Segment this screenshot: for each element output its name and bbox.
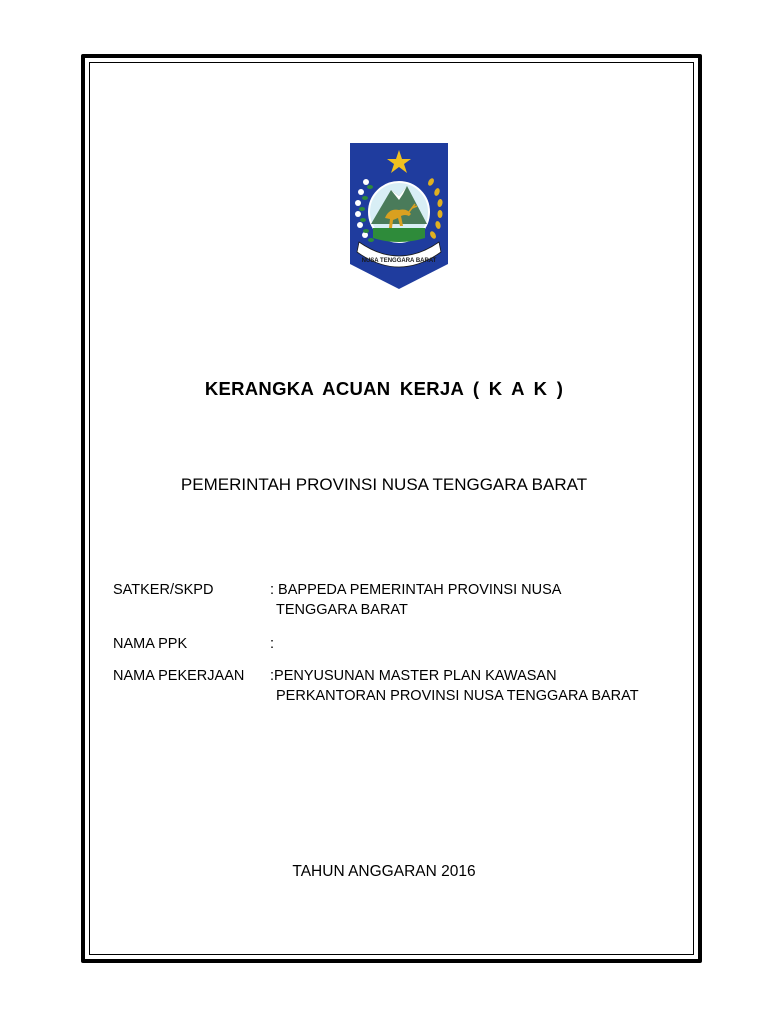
pekerjaan-value — [270, 666, 639, 706]
pekerjaan-label: NAMA PEKERJAAN — [113, 668, 245, 684]
budget-year: TAHUN ANGGARAN 2016 — [292, 863, 476, 880]
ppk-value: : — [270, 636, 275, 652]
ppk-label: NAMA PPK — [113, 636, 188, 652]
document-title: KERANGKA ACUAN KERJA ( K A K ) — [204, 378, 564, 399]
satker-value-line1: : BAPPEDA PEMERINTAH PROVINSI NUSA — [270, 582, 562, 598]
ntb-coat-of-arms-icon — [349, 142, 449, 290]
pekerjaan-value-line1: :PENYUSUNAN MASTER PLAN KAWASAN — [270, 668, 557, 684]
svg-text:NUSA TENGGARA BARAT: NUSA TENGGARA BARAT — [361, 258, 437, 264]
satker-label: SATKER/SKPD — [113, 582, 214, 598]
satker-value-line2: TENGGARA BARAT — [276, 602, 408, 618]
pekerjaan-value-line2: PERKANTORAN PROVINSI NUSA TENGGARA BARAT — [276, 688, 639, 704]
satker-value — [270, 580, 561, 620]
document-subtitle: PEMERINTAH PROVINSI NUSA TENGGARA BARAT — [180, 475, 588, 494]
